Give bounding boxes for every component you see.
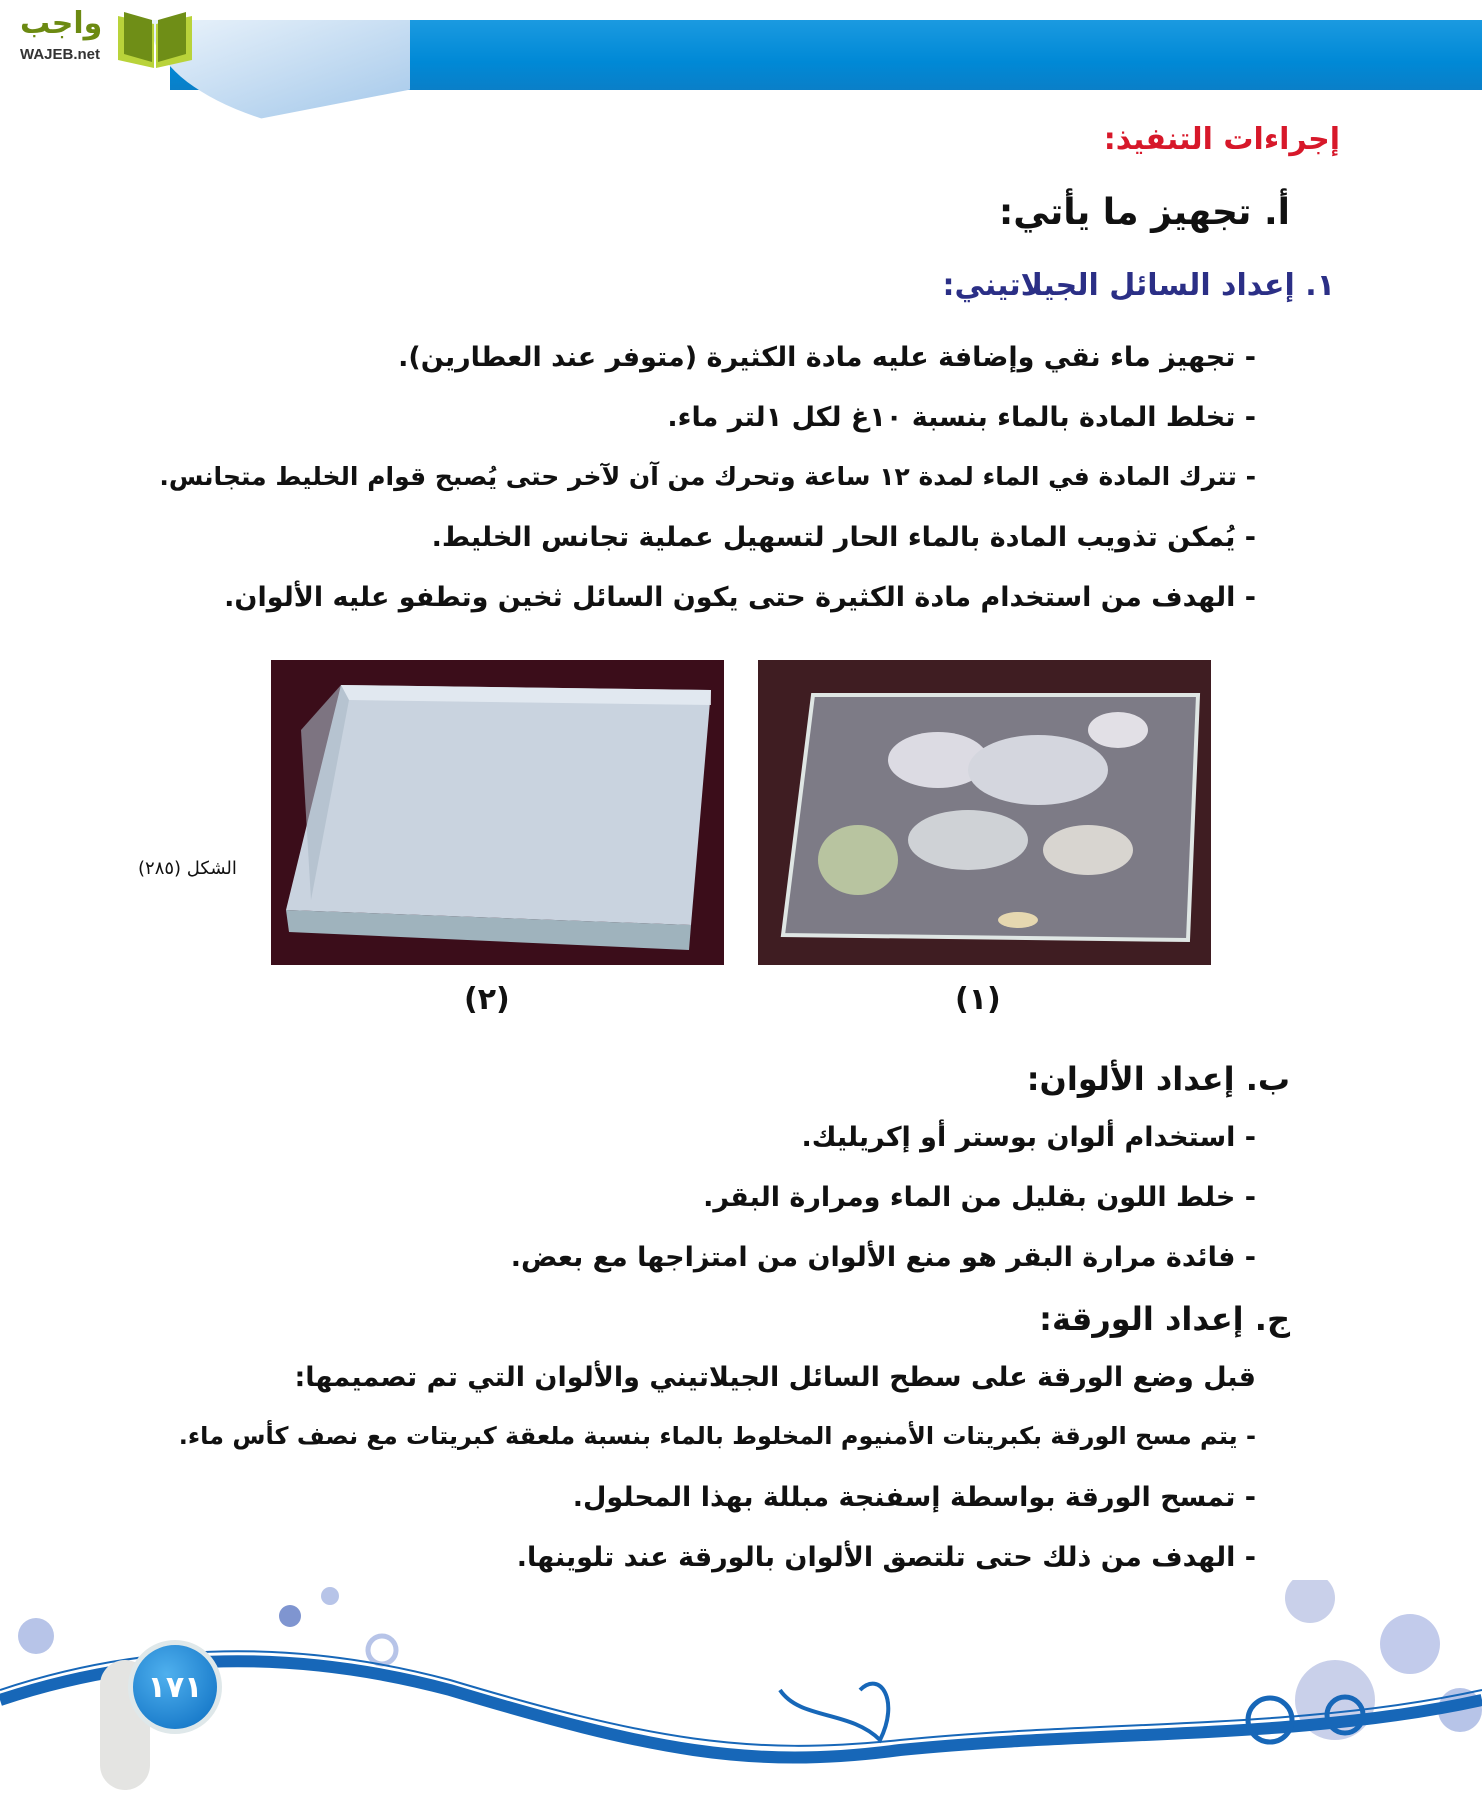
list-item: - استخدام ألوان بوستر أو إكريليك. <box>801 1122 1256 1153</box>
part-b-title: ب. إعداد الألوان: <box>1026 1060 1290 1098</box>
part-c-intro: قبل وضع الورقة على سطح السائل الجيلاتيني والألوان التي تم تصميمها: <box>294 1362 1256 1393</box>
list-item: - الهدف من استخدام مادة الكثيرة حتى يكون السائل ثخين وتطفو عليه الألوان. <box>224 582 1256 613</box>
page-number: ١٧١ <box>128 1640 222 1734</box>
figure-1-label: (١) <box>955 982 1001 1017</box>
part-a-title: أ. تجهيز ما يأتي: <box>998 192 1290 233</box>
logo-latin: WAJEB.net <box>20 46 101 63</box>
figure-2-image <box>271 660 724 965</box>
list-item: - تمسح الورقة بواسطة إسفنجة مبللة بهذا المحلول. <box>572 1482 1256 1513</box>
wajeb-logo[interactable] <box>8 4 188 66</box>
logo-arabic: واجب <box>20 6 103 41</box>
part-a-subtitle: ١. إعداد السائل الجيلاتيني: <box>942 268 1335 303</box>
list-item: - يُمكن تذويب المادة بالماء الحار لتسهيل عملية تجانس الخليط. <box>431 522 1256 553</box>
figure-2-label: (٢) <box>464 982 510 1017</box>
footer-wave-decoration <box>0 1580 1482 1800</box>
figure-1-image <box>758 660 1211 965</box>
part-c-title: ج. إعداد الورقة: <box>1039 1300 1290 1338</box>
list-item: - يتم مسح الورقة بكبريتات الأمنيوم المخلوط بالماء بنسبة ملعقة كبريتات مع نصف كأس ماء. <box>178 1422 1256 1450</box>
figure-caption: الشكل (٢٨٥) <box>138 858 237 879</box>
section-title: إجراءات التنفيذ: <box>1103 122 1340 157</box>
list-item: - تخلط المادة بالماء بنسبة ١٠غ لكل ١لتر ماء. <box>667 402 1256 433</box>
list-item: - الهدف من ذلك حتى تلتصق الألوان بالورقة عند تلوينها. <box>516 1542 1256 1573</box>
list-item: - تجهيز ماء نقي وإضافة عليه مادة الكثيرة (متوفر عند العطارين). <box>398 342 1256 373</box>
list-item: - خلط اللون بقليل من الماء ومرارة البقر. <box>703 1182 1256 1213</box>
book-icon <box>116 10 194 68</box>
list-item: - تترك المادة في الماء لمدة ١٢ ساعة وتحرك من آن لآخر حتى يُصبح قوام الخليط متجانس. <box>159 462 1256 491</box>
list-item: - فائدة مرارة البقر هو منع الألوان من امتزاجها مع بعض. <box>510 1242 1256 1273</box>
